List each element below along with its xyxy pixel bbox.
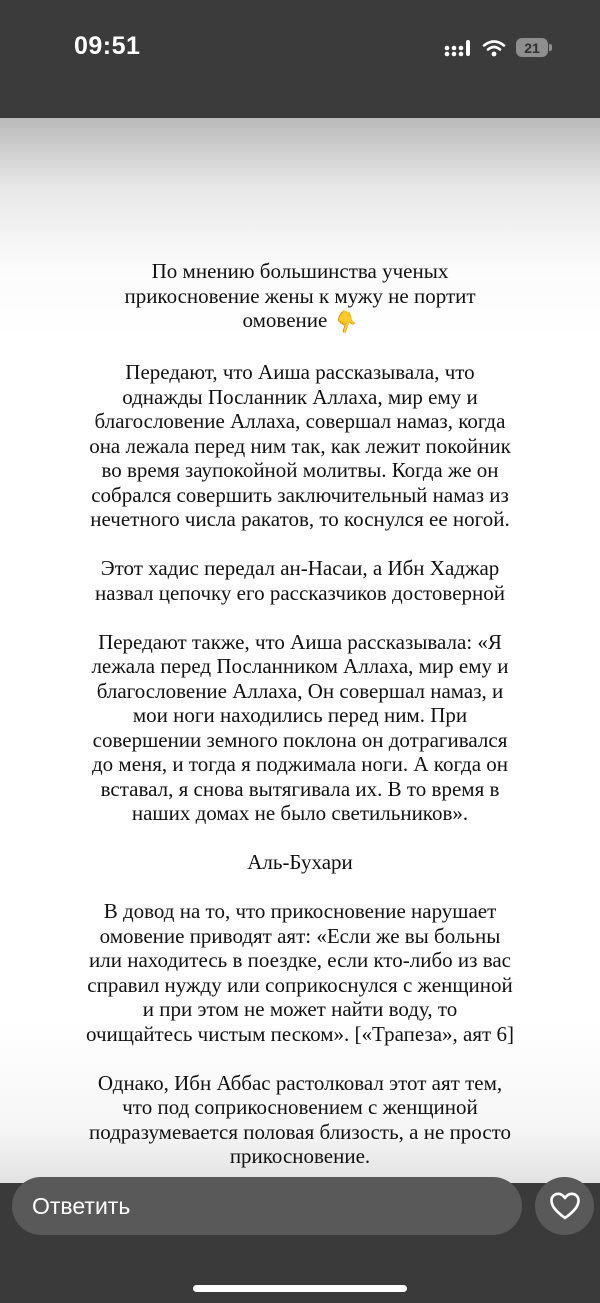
story-paragraph-6: В довод на то, что прикосновение нарушает омовение приводят аят: «Если же вы больны или находитесь в поездке, если кто-либо из вас справил нужду или соприкоснулся с женщиной и при этом не может найти воду, то очищайтесь чистым песком». [«Трапеза», аят 6] (86, 899, 514, 1046)
battery-level: 21 (524, 39, 540, 56)
pointing-down-hand-icon: 👇 (329, 308, 361, 338)
story-paragraph-4: Передают также, что Аиша рассказывала: «Я лежала перед Посланником Аллаха, мир ему и благословение Аллаха, Он совершал намаз, и мои ноги находились перед ним. При совершении земного поклона он дотрагивался до меня, и тогда я поджимала ноги. А когда он вставал, я снова вытягивала их. В то время в наших домах не было светильников». (91, 629, 509, 825)
battery-icon (516, 38, 548, 57)
story-content[interactable] (0, 118, 600, 1183)
story-paragraph-3: Этот хадис передал ан-Насаи, а Ибн Хаджар назвал цепочку его рассказчиков достоверной (94, 556, 506, 605)
bottom-bar (0, 1183, 600, 1303)
status-bar (0, 0, 600, 118)
like-button[interactable] (535, 1177, 594, 1235)
story-paragraph-2: Передают, что Аиша рассказывала, что однажды Посланник Аллаха, мир ему и благословение Аллаха, совершал намаз, когда она лежала перед ним так, как лежит покойник во время заупокойной молитвы. Когда же он собрался совершить заключительный намаз из нечетного числа ракатов, то коснулся ее ногой. (89, 360, 511, 531)
reply-placeholder: Ответить (32, 1192, 131, 1219)
cellular-signal-icon (444, 39, 472, 57)
wifi-icon (482, 39, 506, 57)
reply-input[interactable] (12, 1177, 522, 1235)
heart-icon (549, 1191, 581, 1221)
story-paragraph-1: По мнению большинства ученых прикосновение жены к мужу не портит омовение 👇 (124, 259, 476, 338)
battery-nub (549, 44, 552, 51)
story-paragraph-7: Однако, Ибн Аббас растолковал этот аят тем, что под соприкосновением с женщиной подразумевается половая близость, а не просто прикосновение. (88, 1070, 512, 1168)
story-text (40, 259, 560, 1193)
status-icons (444, 38, 548, 57)
status-time: 09:51 (74, 32, 141, 60)
home-indicator[interactable] (193, 1285, 407, 1292)
story-paragraph-5: Аль-Бухари (247, 850, 353, 874)
